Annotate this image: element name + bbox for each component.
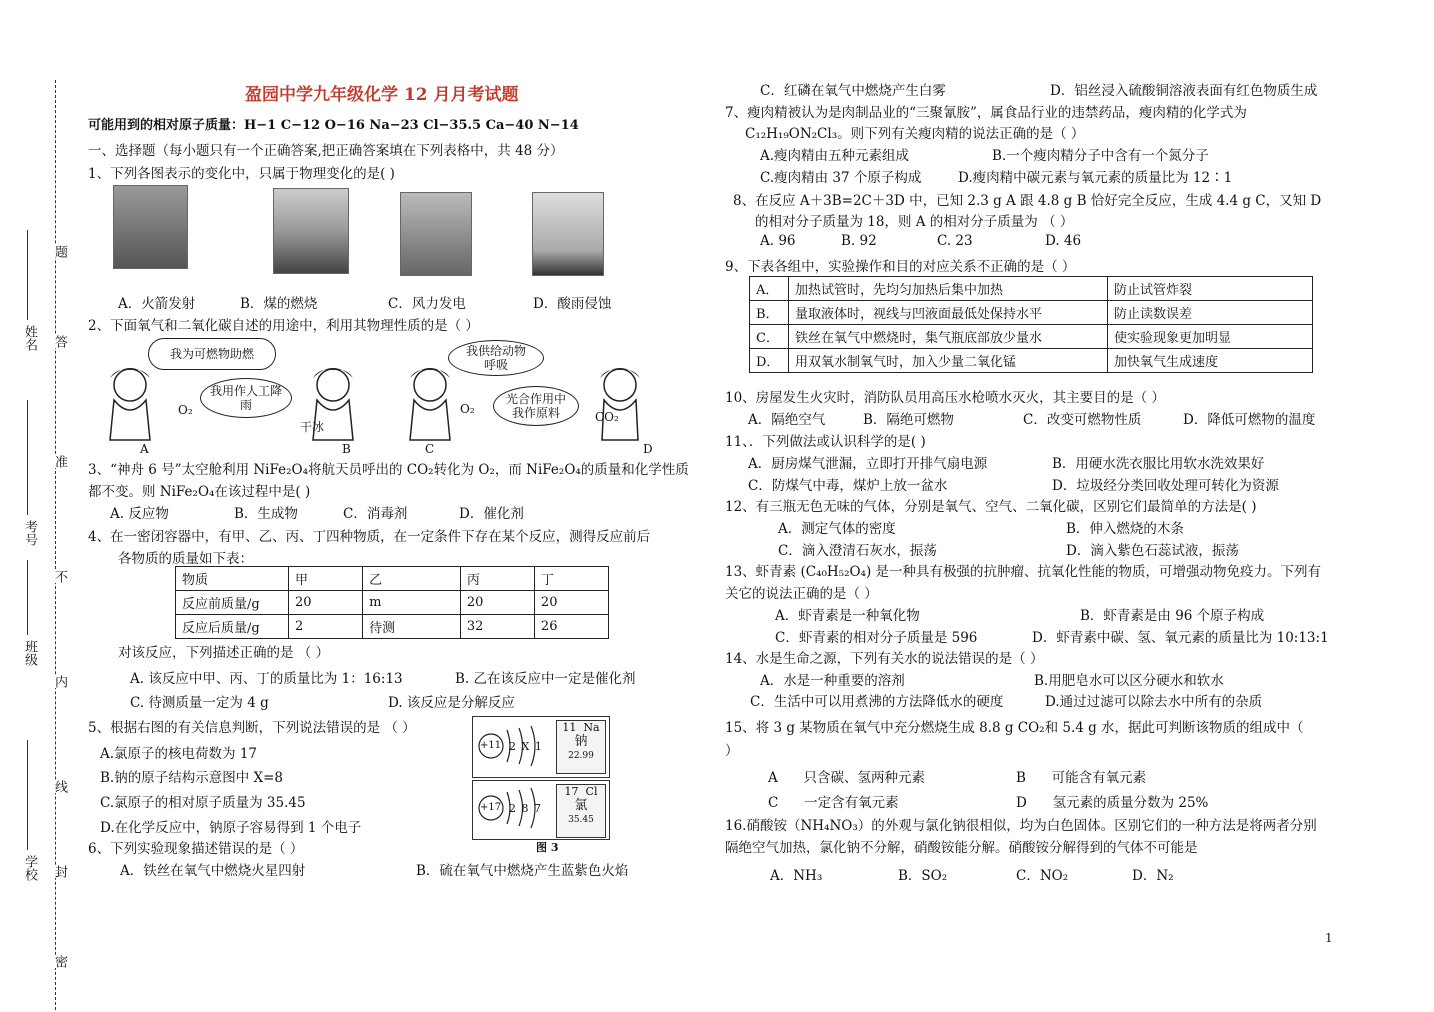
q15-option[interactable]: B 可能含有氧元素 <box>1016 770 1147 786</box>
class-blank[interactable] <box>27 560 28 635</box>
page-number: 1 <box>1325 931 1333 945</box>
q12-option[interactable]: D．滴入紫色石蕊试液，振荡 <box>1066 543 1239 559</box>
seal-char: 不 <box>52 570 67 583</box>
q15-line2: ） <box>725 743 739 759</box>
q13-option[interactable]: B．虾青素是由 96 个原子构成 <box>1080 608 1265 624</box>
q8-line1: 8、在反应 A＋3B=2C＋3D 中，已知 2.3 g A 跟 4.8 g B 恰好完全反应，生成 4.4 g C，又知 D <box>733 193 1322 209</box>
q9-table <box>749 276 1313 373</box>
q3-line1: 3、“神舟 6 号”太空舱利用 NiFe₂O₄将航天员呼出的 CO₂转化为 O₂，而 NiFe₂O₄的质量和化学性质 <box>88 462 689 478</box>
table-row: C． 铁丝在氧气中燃烧时，集气瓶底部放少量水 使实验现象更加明显 <box>750 325 1313 349</box>
rocket-launch-image <box>400 192 472 276</box>
seal-char: 线 <box>52 780 67 793</box>
q12-stem: 12、有三瓶无色无味的气体，分别是氧气、空气、二氧化碳，区别它们最简单的方法是( ) <box>725 499 1257 515</box>
q13-option[interactable]: C．虾青素的相对分子质量是 596 <box>775 630 978 646</box>
q13-option[interactable]: D．虾青素中碳、氢、氧元素的质量比为 10:13:1 <box>1032 630 1329 646</box>
q3-option[interactable]: B．生成物 <box>234 506 298 522</box>
q16-line1: 16.硝酸铵（NH₄NO₃）的外观与氯化钠很相似，均为白色固体。区别它们的一种方法是将两者分别 <box>725 818 1317 834</box>
q4-table <box>175 566 609 639</box>
table-row: D． 用双氧水制氧气时，加入少量二氧化锰 加快氧气生成速度 <box>750 349 1313 373</box>
q10-option[interactable]: A．隔绝空气 <box>748 412 826 428</box>
q6-option[interactable]: A．铁丝在氧气中燃烧火星四射 <box>120 863 306 879</box>
q10-stem: 10、房屋发生火灾时，消防队员用高压水枪喷水灭火，其主要目的是（ ） <box>725 390 1165 406</box>
q5-option[interactable]: A.氯原子的核电荷数为 17 <box>100 746 258 762</box>
q14-option[interactable]: A．水是一种重要的溶剂 <box>760 673 905 689</box>
q5-option[interactable]: D.在化学反应中，钠原子容易得到 1 个电子 <box>100 820 362 836</box>
figure-caption: 图 3 <box>536 841 559 854</box>
name-blank[interactable] <box>27 230 28 320</box>
class-label: 班级 <box>22 640 37 666</box>
q10-option[interactable]: B．隔绝可燃物 <box>863 412 954 428</box>
wind-turbine-image <box>532 192 604 276</box>
q14-option[interactable]: D.通过过滤可以除去水中所有的杂质 <box>1045 694 1263 710</box>
q7-line2: C₁₂H₁₉ON₂Cl₃。则下列有关瘦肉精的说法正确的是（ ） <box>745 126 1085 142</box>
q4-option[interactable]: D. 该反应是分解反应 <box>388 695 515 711</box>
seal-char: 题 <box>52 245 67 258</box>
q4-prompt: 对该反应，下列描述正确的是 （ ） <box>118 645 330 661</box>
q13-line1: 13、虾青素 (C₄₀H₅₂O₄) 是一种具有极强的抗肿瘤、抗氧化性能的物质，可增强动物免疫力。下列有 <box>725 564 1322 580</box>
table-row: A． 加热试管时，先均匀加热后集中加热 防止试管炸裂 <box>750 277 1313 301</box>
bubble-a: 我为可燃物助燃 <box>148 338 276 370</box>
bubble-b: 我用作人工降雨 <box>200 378 292 418</box>
q4-option[interactable]: A. 该反应中甲、丙、丁的质量比为 1：16:13 <box>130 671 403 687</box>
q8-option[interactable]: B. 92 <box>841 233 877 249</box>
q3-option[interactable]: D．催化剂 <box>459 506 524 522</box>
q12-option[interactable]: C．滴入澄清石灰水，振荡 <box>778 543 937 559</box>
school-blank[interactable] <box>27 740 28 850</box>
q16-option[interactable]: A．NH₃ <box>770 868 823 884</box>
cl-element-card: 17 Cl 氯 35.45 <box>556 784 606 838</box>
school-label: 学校 <box>22 855 37 881</box>
table-row: 物质 甲 乙 丙 丁 <box>176 567 609 591</box>
q15-option[interactable]: A 只含碳、氢两种元素 <box>768 770 925 786</box>
q12-option[interactable]: B．伸入燃烧的木条 <box>1066 521 1184 537</box>
tag-b: 干冰 <box>300 420 325 434</box>
q3-option[interactable]: C．消毒剂 <box>343 506 408 522</box>
q7-option[interactable]: A.瘦肉精由五种元素组成 <box>760 148 910 164</box>
q1-option[interactable]: C．风力发电 <box>388 296 466 312</box>
q7-option[interactable]: D.瘦肉精中碳元素与氧元素的质量比为 12∶1 <box>958 170 1233 186</box>
label-d[interactable]: D <box>643 442 653 456</box>
tag-a: O₂ <box>178 403 193 417</box>
seal-char: 答 <box>52 335 67 348</box>
q7-line1: 7、瘦肉精被认为是肉制品业的“三聚氰胺”，属食品行业的违禁药品，瘦肉精的化学式为 <box>725 105 1247 121</box>
table-row: 反应后质量/g 2 待测 32 26 <box>176 615 609 639</box>
q14-option[interactable]: C．生活中可以用煮沸的方法降低水的硬度 <box>750 694 1004 710</box>
tag-d: CO₂ <box>595 410 619 424</box>
na-shells: 2 X 1 <box>509 740 543 753</box>
q13-line2: 关它的说法正确的是（ ） <box>725 586 878 602</box>
seal-char: 密 <box>52 955 67 968</box>
q11-option[interactable]: D．垃圾经分类回收处理可转化为资源 <box>1052 478 1279 494</box>
cl-nucleus: +17 <box>480 802 502 813</box>
label-a[interactable]: A <box>140 442 149 456</box>
q6-option[interactable]: B．硫在氧气中燃烧产生蓝紫色火焰 <box>416 863 629 879</box>
page-title: 盈园中学九年级化学 12 月月考试题 <box>245 85 519 105</box>
q16-option[interactable]: C．NO₂ <box>1016 868 1069 884</box>
q11-option[interactable]: B．用硬水洗衣服比用软水洗效果好 <box>1052 456 1265 472</box>
q4-line2: 各物质的质量如下表： <box>118 551 253 567</box>
cl-shells: 2 8 7 <box>509 802 542 815</box>
q16-option[interactable]: B．SO₂ <box>898 868 948 884</box>
q5-option[interactable]: C.氯原子的相对原子质量为 35.45 <box>100 795 306 811</box>
exam-no-label: 考号 <box>22 520 37 546</box>
atomic-masses: 可能用到的相对原子质量：H−1 C−12 O−16 Na−23 Cl−35.5 Ca−40 N−14 <box>88 118 579 133</box>
q15-option[interactable]: D 氢元素的质量分数为 25% <box>1016 795 1209 811</box>
q8-option[interactable]: A. 96 <box>760 233 796 249</box>
seal-char: 准 <box>52 455 67 468</box>
q16-option[interactable]: D．N₂ <box>1132 868 1174 884</box>
q11-option[interactable]: A．厨房煤气泄漏，立即打开排气扇电源 <box>748 456 988 472</box>
q2-stem: 2、下面氧气和二氧化碳自述的用途中，利用其物理性质的是（ ） <box>88 318 479 334</box>
q9-stem: 9、下表各组中，实验操作和目的对应关系不正确的是（ ） <box>725 259 1076 275</box>
q7-option[interactable]: B.一个瘦肉精分子中含有一个氮分子 <box>992 148 1209 164</box>
bubble-c: 我供给动物呼吸 <box>448 340 544 376</box>
q10-option[interactable]: C．改变可燃物性质 <box>1023 412 1142 428</box>
q5-option[interactable]: B.钠的原子结构示意图中 X=8 <box>100 770 284 786</box>
q6-option[interactable]: C．红磷在氧气中燃烧产生白雾 <box>760 83 946 99</box>
table-row: 反应前质量/g 20 m 20 20 <box>176 591 609 615</box>
q3-option[interactable]: A. 反应物 <box>110 506 169 522</box>
factory-smoke-image <box>273 188 349 274</box>
q12-option[interactable]: A．测定气体的密度 <box>778 521 896 537</box>
tag-c: O₂ <box>460 402 475 416</box>
q4-option[interactable]: C. 待测质量一定为 4 g <box>130 695 269 711</box>
label-b[interactable]: B <box>342 442 351 456</box>
q15-line1: 15、将 3 g 某物质在氧气中充分燃烧生成 8.8 g CO₂和 5.4 g 水，据此可判断该物质的组成中（ <box>725 720 1304 736</box>
q14-option[interactable]: B.用肥皂水可以区分硬水和软水 <box>1034 673 1224 689</box>
section-heading: 一、选择题（每小题只有一个正确答案,把正确答案填在下列表格中，共 48 分） <box>88 143 564 159</box>
exam-no-blank[interactable] <box>27 400 28 515</box>
table-row: B． 量取液体时，视线与凹液面最低处保持水平 防止读数误差 <box>750 301 1313 325</box>
seal-char: 封 <box>52 865 67 878</box>
label-c[interactable]: C <box>425 442 435 456</box>
stone-face-image <box>113 185 188 269</box>
q5-stem: 5、根据右图的有关信息判断，下列说法错误的是 （ ） <box>88 720 416 736</box>
q4-line1: 4、在一密闭容器中，有甲、乙、丙、丁四种物质，在一定条件下存在某个反应，测得反应前后 <box>88 529 651 545</box>
q16-line2: 隔绝空气加热，氯化钠不分解，硝酸铵能分解。硝酸铵分解得到的气体不可能是 <box>725 840 1198 856</box>
q13-option[interactable]: A．虾青素是一种氧化物 <box>775 608 920 624</box>
q8-line2: 的相对分子质量为 18，则 A 的相对分子质量为 （ ） <box>755 214 1074 230</box>
q14-stem: 14、水是生命之源，下列有关水的说法错误的是（ ） <box>725 651 1044 667</box>
bubble-d: 光合作用中我作原料 <box>493 386 579 426</box>
q1-option[interactable]: D．酸雨侵蚀 <box>533 296 612 312</box>
q8-option[interactable]: D. 46 <box>1045 233 1082 249</box>
q7-option[interactable]: C.瘦肉精由 37 个原子构成 <box>760 170 922 186</box>
q15-option[interactable]: C 一定含有氧元素 <box>768 795 899 811</box>
q1-option[interactable]: A．火箭发射 <box>118 296 196 312</box>
q4-option[interactable]: B. 乙在该反应中一定是催化剂 <box>455 671 636 687</box>
q10-option[interactable]: D．降低可燃物的温度 <box>1183 412 1316 428</box>
seal-char: 内 <box>52 675 67 688</box>
q8-option[interactable]: C. 23 <box>937 233 973 249</box>
q11-option[interactable]: C．防煤气中毒，煤炉上放一盆水 <box>748 478 948 494</box>
name-label: 姓名 <box>22 325 37 351</box>
q1-option[interactable]: B．煤的燃烧 <box>240 296 318 312</box>
q6-option[interactable]: D．铝丝浸入硫酸铜溶液表面有红色物质生成 <box>1050 83 1318 99</box>
na-nucleus: +11 <box>480 740 502 751</box>
q11-stem: 11、．下列做法或认识科学的是( ) <box>725 434 926 450</box>
q6-stem: 6、下列实验现象描述错误的是（ ） <box>88 841 304 857</box>
q3-line2: 都不变。则 NiFe₂O₄在该过程中是( ) <box>88 484 311 500</box>
atom-structure-diagrams <box>475 720 547 835</box>
na-element-card: 11 Na 钠 22.99 <box>556 720 606 774</box>
q1-stem: 1、下列各图表示的变化中，只属于物理变化的是( ) <box>88 166 395 182</box>
